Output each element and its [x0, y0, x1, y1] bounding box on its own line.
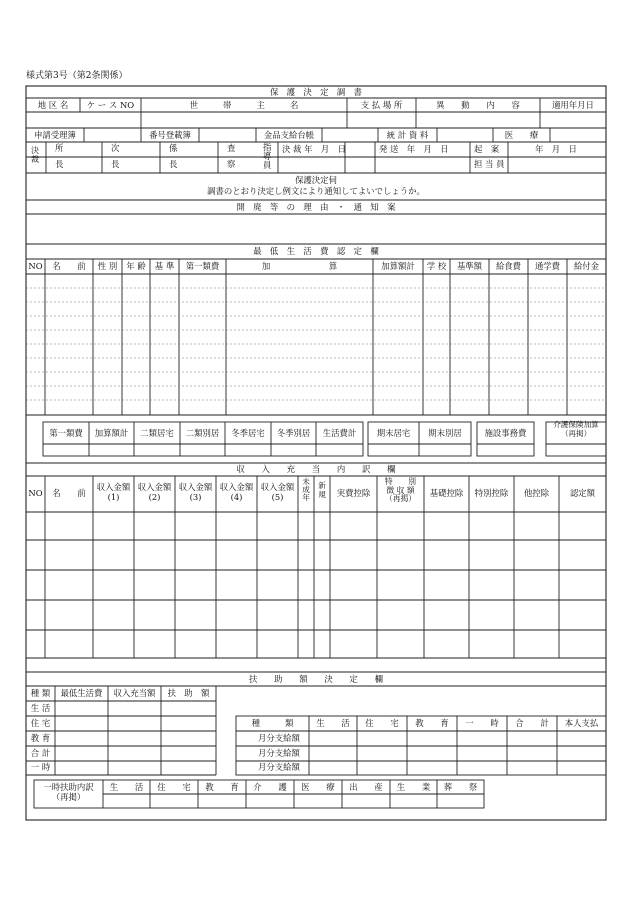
- inc-actual-deduction: 実費控除: [336, 488, 371, 498]
- mon-header-temporary: 一 時: [465, 718, 499, 728]
- ml-header-benefit: 給付金: [573, 261, 600, 271]
- aid-header-amount: 扶 助 額: [167, 688, 210, 698]
- mon-row-3: 月分支給額: [258, 762, 300, 772]
- mon-row-2: 月分支給額: [258, 748, 300, 758]
- section-top: 係: [169, 143, 178, 153]
- change-content-label: 異 動 内 容: [436, 100, 520, 110]
- reason-section-title: 開 廃 等 の 理 由 ・ 通 知 案: [236, 202, 396, 212]
- mon-header-education: 教 育: [415, 718, 449, 728]
- apply-date-label: 適用年月日: [552, 100, 594, 110]
- sum-addition: 加算額計: [94, 428, 129, 438]
- ml-header-commute: 通学費: [534, 261, 561, 271]
- person-in-charge-label: 担 当 員: [474, 159, 505, 169]
- district-label: 地 区 名: [37, 100, 69, 110]
- mon-row-1: 月分支給額: [258, 733, 300, 743]
- case-no-label: ケ ー ス NO: [86, 100, 135, 110]
- aid-header-income: 収入充当額: [113, 688, 156, 698]
- ml-header-standard: 基 準: [154, 261, 175, 271]
- inc-amount-2: 収入金額 (2): [137, 482, 172, 502]
- inc-header-no: NO: [28, 488, 43, 498]
- temp-birth: 出 産: [349, 782, 383, 792]
- aid-row-housing: 住 宅: [30, 718, 51, 728]
- mon-header-total: 合 計: [515, 718, 549, 728]
- sum-winter-home: 冬季居宅: [231, 428, 265, 438]
- temp-education: 教 育: [205, 782, 239, 792]
- term-home: 期末居宅: [376, 428, 411, 438]
- aid-row-temporary: 一 時: [30, 762, 51, 772]
- ml-header-sex: 性 別: [97, 261, 118, 271]
- inc-other-deduction: 他控除: [523, 488, 550, 498]
- send-date-label: 発 送 年 月 日: [379, 144, 449, 154]
- decision-label: 決裁: [31, 146, 39, 165]
- temp-occupation: 生 業: [396, 782, 431, 792]
- aid-row-education: 教 育: [30, 733, 51, 743]
- sum-winter-away: 冬季別居: [276, 428, 311, 438]
- temp-care: 介 護: [253, 782, 287, 792]
- guidance-1: 指: [263, 142, 272, 152]
- mon-header-self-pay: 本人支払: [564, 718, 599, 728]
- temp-medical: 医 療: [301, 782, 335, 792]
- deputy-top: 次: [111, 143, 120, 153]
- ml-header-age: 年 齢: [126, 261, 146, 271]
- director-top: 所: [55, 143, 64, 153]
- term-away: 期末別居: [428, 428, 462, 438]
- director-bottom: 長: [55, 159, 64, 169]
- inc-approved: 認定額: [569, 488, 596, 498]
- inquiry-text: 調書のとおり決定し例文により通知してよいでしょうか。: [207, 186, 425, 196]
- cash-ledger-label: 金品支給台帳: [263, 130, 315, 140]
- inquiry-title: 保護決定伺: [295, 175, 337, 185]
- temp-aid-label: 一時扶助内訳 （再掲）: [43, 782, 94, 802]
- statistics-label: 統 計 資 料: [386, 130, 429, 140]
- sum-class2-away: 二類別居: [185, 428, 220, 438]
- aid-row-living: 生 活: [30, 703, 51, 713]
- sum-living-total: 生活費計: [322, 428, 357, 438]
- medical-label: 医 療: [504, 130, 539, 140]
- min-living-section-title: 最 低 生 活 費 認 定 欄: [253, 246, 379, 256]
- ml-header-school: 学 校: [426, 261, 447, 271]
- form-title: 保 護 決 定 調 書: [269, 87, 363, 97]
- inc-amount-4: 収入金額 (4): [219, 482, 254, 502]
- household-head-label: 世 帯 主 名: [189, 100, 299, 110]
- sum-class2-home: 二類居宅: [140, 428, 174, 438]
- ml-header-class1: 第一類費: [185, 261, 220, 271]
- ml-header-addition-total: 加算額計: [381, 261, 415, 271]
- inc-amount-3: 収入金額 (3): [178, 482, 213, 502]
- mon-header-housing: 住 宅: [365, 718, 399, 728]
- inspector-top: 査: [227, 143, 236, 153]
- decision-date-label: 決 裁 年 月 日: [282, 144, 346, 154]
- sum-class1: 第一類費: [49, 428, 83, 438]
- draft-date-label: 年 月 日: [535, 144, 577, 154]
- ml-header-meal: 給食費: [495, 261, 522, 271]
- inc-header-name: 名 前: [52, 488, 86, 498]
- guidance-3: 員: [263, 160, 272, 170]
- temp-funeral: 葬 祭: [443, 782, 478, 792]
- application-register-label: 申請受理簿: [34, 130, 76, 140]
- ml-header-base: 基準額: [456, 261, 483, 271]
- inspector-bottom: 察: [227, 159, 236, 169]
- ml-header-name: 名 前: [52, 261, 86, 271]
- form-id: 様式第3号（第2条関係）: [26, 71, 128, 81]
- inc-special-deduction: 特別控除: [474, 488, 509, 498]
- mon-header-type: 種 類: [251, 718, 294, 728]
- deputy-bottom: 長: [111, 159, 120, 169]
- income-section-title: 収 入 充 当 内 訳 欄: [236, 464, 396, 474]
- section-bottom: 長: [169, 159, 178, 169]
- inc-special-collection: 特 別 徴 収 額 （再掲）: [384, 477, 417, 504]
- drafted-label: 起 案: [474, 144, 500, 154]
- payment-place-label: 支 払 場 所: [360, 100, 403, 110]
- inc-amount-1: 収入金額 (1): [96, 482, 131, 502]
- inc-basic-deduction: 基礎控除: [429, 488, 464, 498]
- aid-header-type: 種 類: [30, 688, 51, 698]
- temp-living: 生 活: [109, 782, 144, 792]
- facility-fee: 施設事務費: [484, 428, 527, 438]
- aid-row-total: 合 計: [30, 748, 51, 758]
- inc-minor: 未 成 年: [302, 477, 310, 502]
- inc-new: 新 規: [318, 481, 326, 499]
- aid-section-title: 扶 助 額 決 定 欄: [249, 674, 383, 684]
- inc-amount-5: 収入金額 (5): [260, 482, 295, 502]
- care-insurance: 介護保険加算 （再掲）: [553, 420, 599, 438]
- ml-header-addition: 加 算: [261, 261, 338, 271]
- aid-header-min: 最低生活費: [60, 688, 103, 698]
- temp-housing: 住 宅: [157, 782, 191, 792]
- number-register-label: 番号登載簿: [149, 130, 191, 140]
- guidance-2: 導: [263, 151, 272, 161]
- ml-header-no: NO: [28, 261, 43, 271]
- mon-header-living: 生 活: [316, 718, 350, 728]
